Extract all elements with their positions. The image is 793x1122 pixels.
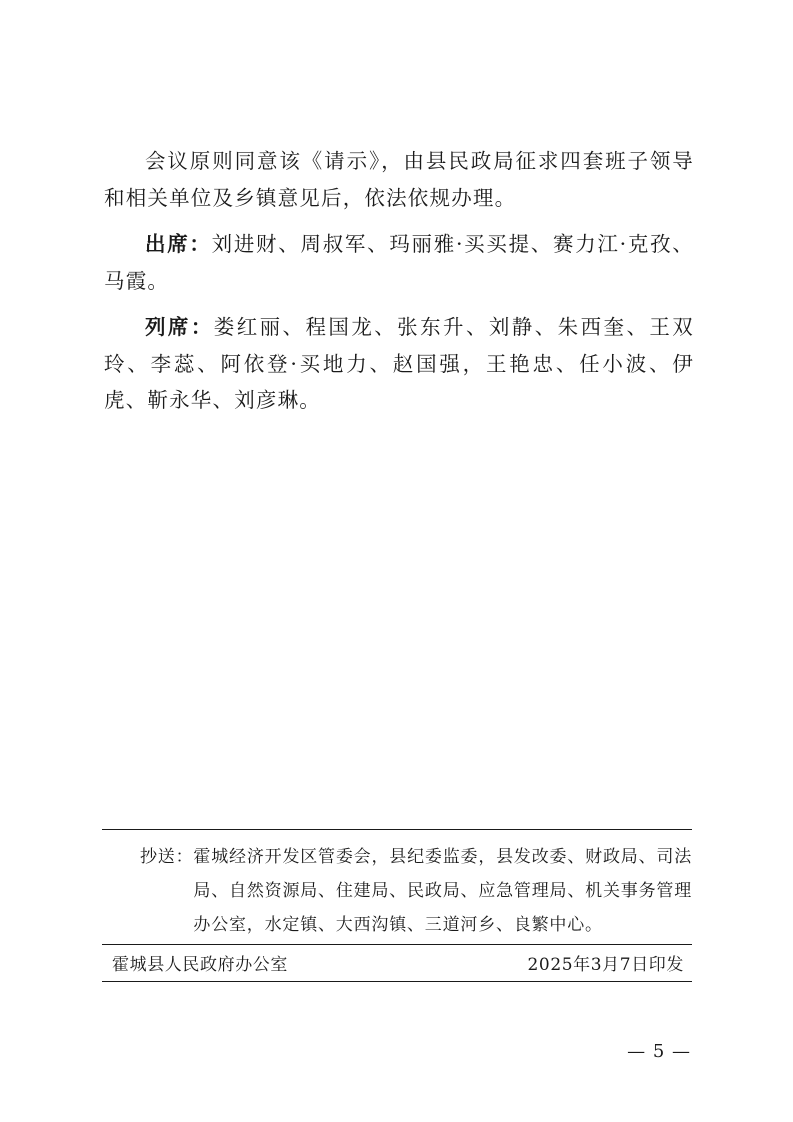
attendees-list: 刘进财、周叔军、玛丽雅·买买提、赛力江·克孜、马霞。 [104,232,694,293]
meeting-minutes-body [104,143,694,419]
cc-recipients: 霍城经济开发区管委会，县纪委监委，县发改委、财政局、司法局、自然资源局、住建局、民政局、应急管理局、机关事务管理办公室，水定镇、大西沟镇、三道河乡、良繁中心。 [193,847,692,935]
issue-date: 2025年3月7日印发 [527,955,684,975]
resolution-paragraph [104,143,694,216]
cc-label: 抄送： [140,847,194,867]
footer-middle-rule [102,944,692,945]
page-number: — 5 — [627,1041,691,1062]
attendees-paragraph [104,226,694,299]
cc-block [140,840,692,942]
attendees-label: 出席： [145,232,212,256]
observers-list: 娄红丽、程国龙、张东升、刘静、朱西奎、王双玲、李蕊、阿依登·买地力、赵国强，王艳忠、任小波、伊虎、靳永华、刘彦琳。 [104,315,694,412]
resolution-text: 会议原则同意该《请示》，由县民政局征求四套班子领导和相关单位及乡镇意见后，依法依规办理。 [104,149,694,210]
observers-label: 列席： [145,315,214,339]
observers-paragraph [104,309,694,419]
issuer-row [112,953,684,977]
footer-bottom-rule [102,981,692,982]
footer-top-rule [102,829,692,830]
issuing-office: 霍城县人民政府办公室 [112,955,288,975]
